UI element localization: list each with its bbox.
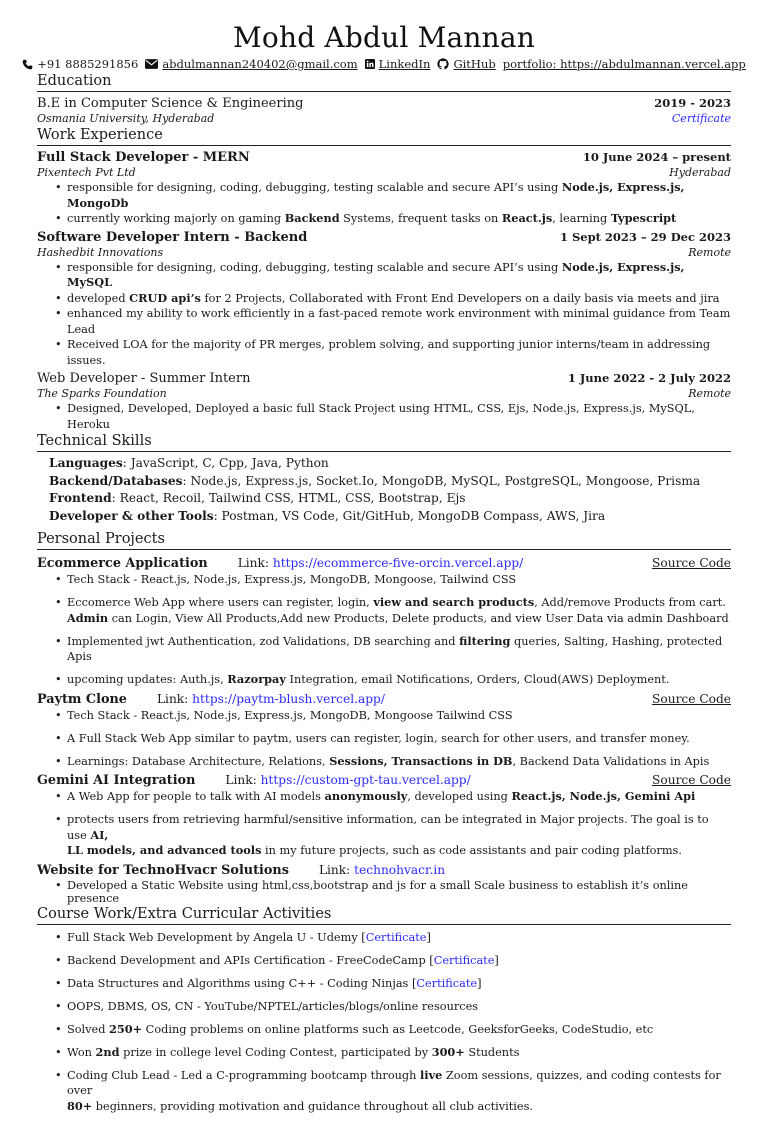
job-bullet: • developed CRUD api’s for 2 Projects, Collaborated with Front End Developers on a daily basis via meets and jira — [55, 291, 731, 307]
project-entry — [37, 772, 731, 859]
certificate-link[interactable]: Certificate — [433, 953, 495, 967]
candidate-name: Mohd Abdul Mannan — [233, 21, 535, 54]
job-dates: 1 Sept 2023 – 29 Dec 2023 — [559, 229, 731, 244]
project-entry — [37, 862, 731, 905]
project-url[interactable]: https://ecommerce-five-orcin.vercel.app/ — [272, 556, 524, 570]
coursework-list — [55, 930, 731, 1115]
project-bullet: • A Web App for people to talk with AI models anonymously, developed using React.js, Node.js, Gemini Api — [55, 789, 731, 805]
job-entry — [37, 370, 731, 432]
degree-certificate-link[interactable]: Certificate — [671, 112, 731, 125]
project-bullet: • A Full Stack Web App similar to paytm, users can register, login, search for other users, and transfer money. — [55, 731, 731, 747]
project-url[interactable]: https://custom-gpt-tau.vercel.app/ — [260, 773, 471, 787]
github-icon — [437, 58, 449, 70]
project-bullet: • Developed a Static Website using html,css,bootstrap and js for a small Scale business to establish it’s online presence — [55, 879, 731, 905]
coursework-item: • Backend Development and APIs Certification - FreeCodeCamp [Certificate] — [55, 953, 731, 969]
project-url[interactable]: https://paytm-blush.vercel.app/ — [192, 691, 385, 706]
project-name: Website for TechnoHvacr Solutions — [37, 862, 289, 878]
job-dates: 1 June 2022 - 2 July 2022 — [567, 371, 731, 385]
projects-heading: Personal Projects — [37, 530, 731, 550]
coursework-item: • Solved 250+ Coding problems on online platforms such as Leetcode, GeeksforGeeks, CodeStudio, etc — [55, 1022, 731, 1038]
skills-list — [49, 455, 731, 525]
job-bullet: • Designed, Developed, Deployed a basic full Stack Project using HTML, CSS, Ejs, Node.js, Express.js, MySQL, Heroku — [55, 401, 731, 432]
education-heading: Education — [37, 72, 731, 92]
job-bullet: • enhanced my ability to work efficiently in a fast-paced remote work environment with minimal guidance from Team Lead — [55, 306, 731, 337]
source-code-link[interactable]: Source Code — [652, 556, 731, 570]
linkedin-contact[interactable] — [365, 56, 431, 72]
portfolio-link[interactable]: portfolio: https://abdulmannan.vercel.app — [502, 57, 746, 71]
job-company: Pixentech Pvt Ltd — [37, 166, 136, 179]
coursework-item: • OOPS, DBMS, OS, CN - YouTube/NPTEL/articles/blogs/online resources — [55, 999, 731, 1015]
school-name: Osmania University, Hyderabad — [37, 112, 215, 125]
skills-heading: Technical Skills — [37, 432, 731, 452]
certificate-link[interactable]: Certificate — [365, 930, 427, 944]
project-link: Link: https://ecommerce-five-orcin.vercel.app/ — [237, 556, 524, 570]
job-company: Hashedbit Innovations — [37, 245, 164, 259]
experience-heading: Work Experience — [37, 126, 731, 146]
phone-number: +91 8885291856 — [37, 57, 139, 71]
envelope-icon — [145, 59, 158, 69]
source-code-link[interactable]: Source Code — [652, 691, 731, 706]
job-bullet: • responsible for designing, coding, debugging, testing scalable and secure API’s using Node.js, Express.js, MySQL — [55, 260, 731, 291]
email-link[interactable]: abdulmannan240402@gmail.com — [162, 57, 358, 71]
job-location: Remote — [688, 387, 731, 400]
github-contact[interactable] — [437, 56, 495, 72]
linkedin-link[interactable]: LinkedIn — [378, 57, 431, 71]
job-location: Remote — [688, 245, 731, 259]
degree-title: B.E in Computer Science & Engineering — [37, 96, 304, 111]
project-url[interactable]: technohvacr.in — [354, 862, 446, 877]
job-dates: 10 June 2024 – present — [582, 150, 731, 164]
project-entry — [37, 691, 731, 770]
job-company: The Sparks Foundation — [37, 387, 167, 400]
project-bullet: • upcoming updates: Auth.js, Razorpay Integration, email Notifications, Orders, Cloud(AWS) Deployment. — [55, 672, 731, 688]
project-bullet: • Learnings: Database Architecture, Relations, Sessions, Transactions in DB, Backend Data Validations in Apis — [55, 754, 731, 770]
coursework-heading: Course Work/Extra Curricular Activities — [37, 905, 731, 925]
project-name: Gemini AI Integration — [37, 773, 196, 788]
project-link: Link: technohvacr.in — [318, 862, 446, 877]
project-entry — [37, 555, 731, 688]
project-name: Ecommerce Application — [37, 556, 208, 571]
skill-row: Languages: JavaScript, C, Cpp, Java, Python — [49, 456, 329, 470]
job-entry — [37, 229, 731, 369]
skill-row: Developer & other Tools: Postman, VS Code, Git/GitHub, MongoDB Compass, AWS, Jira — [49, 508, 606, 523]
project-link: Link: https://custom-gpt-tau.vercel.app/ — [225, 773, 471, 787]
job-bullet: • responsible for designing, coding, debugging, testing scalable and secure API’s using Node.js, Express.js, MongoDb — [55, 180, 731, 211]
job-role: Software Developer Intern - Backend — [37, 229, 308, 245]
job-bullet: • currently working majorly on gaming Backend Systems, frequent tasks on React.js, learning Typescript — [55, 211, 731, 227]
github-link[interactable]: GitHub — [453, 57, 496, 71]
phone-icon — [22, 59, 33, 70]
skill-row: Backend/Databases: Node.js, Express.js, Socket.Io, MongoDB, MySQL, PostgreSQL, Mongoose, Prisma — [49, 473, 701, 488]
project-name: Paytm Clone — [37, 691, 127, 707]
job-location: Hyderabad — [669, 166, 731, 179]
certificate-link[interactable]: Certificate — [416, 976, 478, 990]
project-bullet: • protects users from retrieving harmful/sensitive information, can be integrated in Major projects. The goal is to use AI, LL models, and advanced tools in my future projects, such as code assistants and pair coding platforms. — [55, 812, 731, 859]
education-entry — [37, 95, 731, 112]
source-code-link[interactable]: Source Code — [652, 773, 731, 787]
skill-row: Frontend: React, Recoil, Tailwind CSS, HTML, CSS, Bootstrap, Ejs — [49, 491, 466, 505]
job-role: Web Developer - Summer Intern — [37, 371, 251, 386]
job-role: Full Stack Developer - MERN — [37, 150, 250, 165]
resume-page — [37, 20, 746, 1122]
linkedin-icon — [365, 59, 375, 69]
phone-contact[interactable] — [22, 56, 138, 72]
coursework-item: • Coding Club Lead - Led a C-programming bootcamp through live Zoom sessions, quizzes, and coding contests for over 80+ beginners, providing motivation and guidance throughout all club activities. — [55, 1068, 731, 1115]
job-bullet: • Received LOA for the majority of PR merges, problem solving, and supporting junior interns/team in addressing issues. — [55, 337, 731, 368]
coursework-item: • Won 2nd prize in college level Coding Contest, participated by 300+ Students — [55, 1045, 731, 1061]
project-bullet: • Tech Stack - React.js, Node.js, Express.js, MongoDB, Mongoose, Tailwind CSS — [55, 572, 731, 588]
email-contact[interactable] — [145, 56, 357, 72]
project-link: Link: https://paytm-blush.vercel.app/ — [156, 691, 385, 706]
project-bullet: • Implemented jwt Authentication, zod Validations, DB searching and filtering queries, Salting, Hashing, protected Apis — [55, 634, 731, 665]
project-bullet: • Eccomerce Web App where users can register, login, view and search products, Add/remove Products from cart. Admin can Login, View All Products,Add new Products, Delete products, and view User Data via admin Dashboard — [55, 595, 731, 626]
contact-bar — [37, 56, 746, 72]
education-dates: 2019 - 2023 — [654, 96, 731, 110]
coursework-item: • Full Stack Web Development by Angela U - Udemy [Certificate] — [55, 930, 731, 946]
education-sub — [37, 112, 731, 126]
job-entry — [37, 149, 731, 227]
project-bullet: • Tech Stack - React.js, Node.js, Express.js, MongoDB, Mongoose Tailwind CSS — [55, 708, 731, 724]
coursework-item: • Data Structures and Algorithms using C++ - Coding Ninjas [Certificate] — [55, 976, 731, 992]
